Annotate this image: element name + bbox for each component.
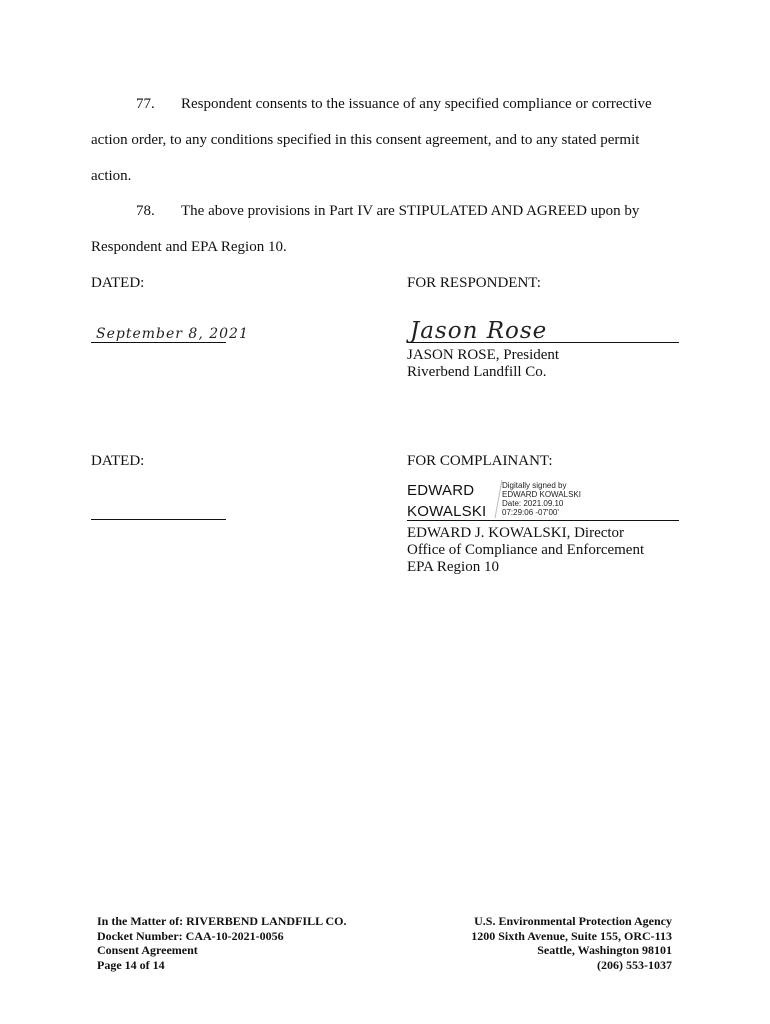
for-respondent-label: FOR RESPONDENT: (407, 275, 541, 291)
respondent-signature-line (407, 342, 679, 343)
digital-signature-name-line-1: EDWARD (407, 482, 475, 499)
footer-page-number: Page 14 of 14 (97, 957, 165, 972)
paragraph-77-number: 77. (136, 96, 155, 112)
footer-matter: In the Matter of: RIVERBEND LANDFILL CO. (97, 914, 347, 928)
paragraph-78-line-2: Respondent and EPA Region 10. (91, 239, 287, 255)
footer-agency: U.S. Environmental Protection Agency (474, 914, 672, 928)
respondent-date-handwriting: September 8, 2021 (96, 326, 249, 342)
for-complainant-label: FOR COMPLAINANT: (407, 453, 553, 469)
complainant-signer-org: EPA Region 10 (407, 559, 499, 575)
paragraph-78-number: 78. (136, 203, 155, 219)
digital-signature-detail-4: 07:29:06 -07'00' (502, 508, 559, 517)
footer-left (97, 914, 346, 972)
paragraph-77-line-2: action order, to any conditions specified in this consent agreement, and to any stated permit (91, 132, 640, 148)
paragraph-78-line-1: The above provisions in Part IV are STIPULATED AND AGREED upon by (181, 203, 640, 219)
complainant-signer-name: EDWARD J. KOWALSKI, Director (407, 525, 625, 541)
footer-docket: Docket Number: CAA-10-2021-0056 (97, 928, 284, 943)
respondent-signer-org: Riverbend Landfill Co. (407, 364, 547, 380)
footer-phone: (206) 553-1037 (597, 957, 672, 972)
footer-address-2: Seattle, Washington 98101 (537, 943, 672, 957)
paragraph-77-line-1: Respondent consents to the issuance of any specified compliance or corrective (181, 96, 652, 112)
footer-doc-type: Consent Agreement (97, 943, 198, 957)
complainant-dated-label: DATED: (91, 453, 145, 469)
respondent-signature: Jason Rose (410, 318, 548, 344)
paragraph-77-line-3: action. (91, 168, 132, 184)
footer-right (471, 914, 672, 972)
digital-signature-detail-1: Digitally signed by (502, 481, 567, 490)
complainant-signer-office: Office of Compliance and Enforcement (407, 542, 645, 558)
complainant-date-line (91, 519, 226, 520)
digital-signature-name-line-2: KOWALSKI (407, 503, 487, 520)
respondent-signer-name: JASON ROSE, President (407, 347, 560, 363)
respondent-dated-label: DATED: (91, 275, 145, 291)
footer-address-1: 1200 Sixth Avenue, Suite 155, ORC-113 (471, 928, 672, 943)
digital-signature-detail-2: EDWARD KOWALSKI (502, 490, 581, 499)
digital-signature-detail-3: Date: 2021.09.10 (502, 499, 564, 508)
complainant-signature-line (407, 520, 679, 521)
respondent-date-line (91, 342, 226, 343)
